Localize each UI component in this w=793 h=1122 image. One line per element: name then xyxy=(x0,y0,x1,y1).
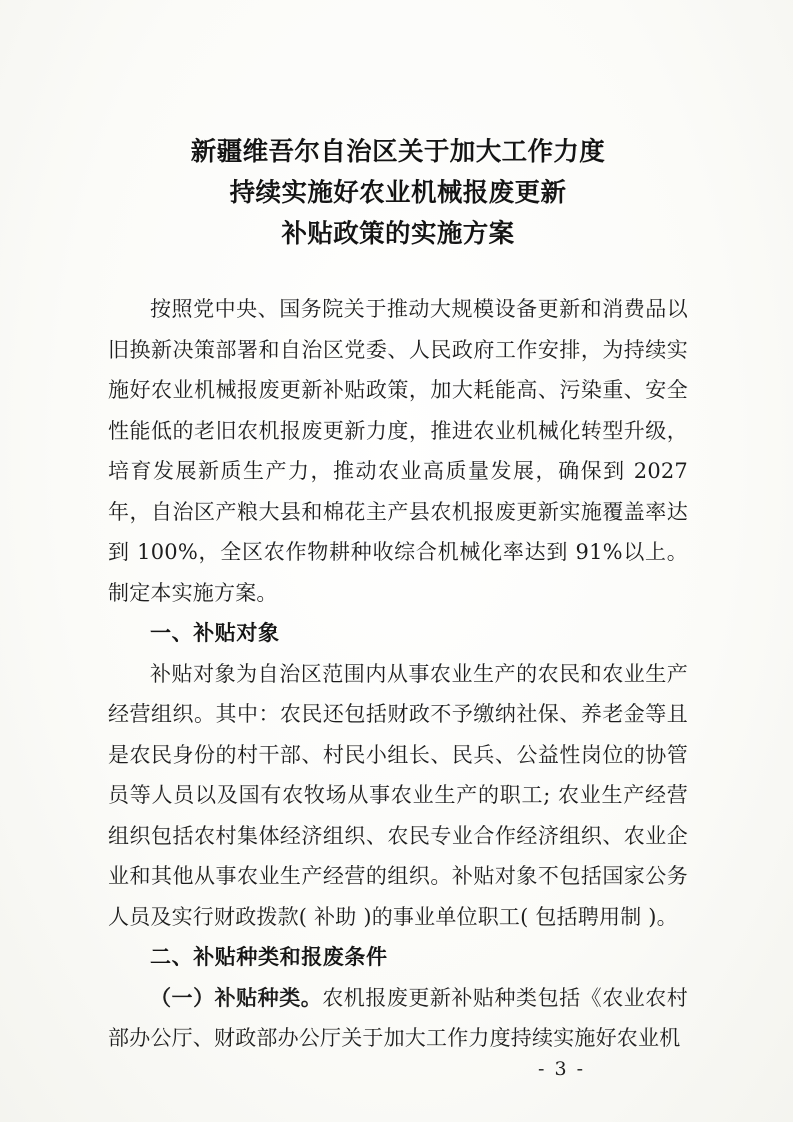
title-line-3: 补贴政策的实施方案 xyxy=(281,219,515,249)
page-number xyxy=(0,1058,793,1080)
section-heading-2: 二、补贴种类和报废条件 xyxy=(150,944,388,969)
paragraph-subsidy-types-text: 农机报废更新补贴种类包括《农业农村部办公厅、财政部办公厅关于加大工作力度持续实施好农业机 xyxy=(108,985,688,1050)
document-body xyxy=(108,289,688,1059)
section-heading-1: 一、补贴对象 xyxy=(150,620,280,645)
paragraph-subsidy-targets: 补贴对象为自治区范围内从事农业生产的农民和农业生产经营组织。其中：农民还包括财政不予缴纳社保、养老金等且是农民身份的村干部、村民小组长、民兵、公益性岗位的协管员等人员以及国有农牧场从事农业生产的职工; 农业生产经营组织包括农村集体经济组织、农民专业合作经济组织、农业企业和其他从事农业生产经营的组织。补贴对象不包括国家公务人员及实行财政拨款( 补助 )的事业单位职工( 包括聘用制 )。 xyxy=(108,661,688,929)
page-content-area xyxy=(108,0,688,1122)
page-number-value: - 3 - xyxy=(537,1058,585,1080)
title-line-1: 新疆维吾尔自治区关于加大工作力度 xyxy=(190,137,606,167)
paragraph-intro: 按照党中央、国务院关于推动大规模设备更新和消费品以旧换新决策部署和自治区党委、人民政府工作安排，为持续实施好农业机械报废更新补贴政策，加大耗能高、污染重、安全性能低的老旧农机报废更新力度，推进农业机械化转型升级，培育发展新质生产力，推动农业高质量发展，确保到 2027 年，自治区产粮大县和棉花主产县农机报废更新实施覆盖率达到 100%，全区农作物耕种收综合机械化率达到 91%以上。制定本实施方案。 xyxy=(108,297,688,605)
title-line-2: 持续实施好农业机械报废更新 xyxy=(229,178,567,208)
document-title xyxy=(108,132,688,255)
paragraph-subsidy-types xyxy=(108,978,688,1059)
paragraph-bold-lead: （一）补贴种类。 xyxy=(150,984,323,1010)
